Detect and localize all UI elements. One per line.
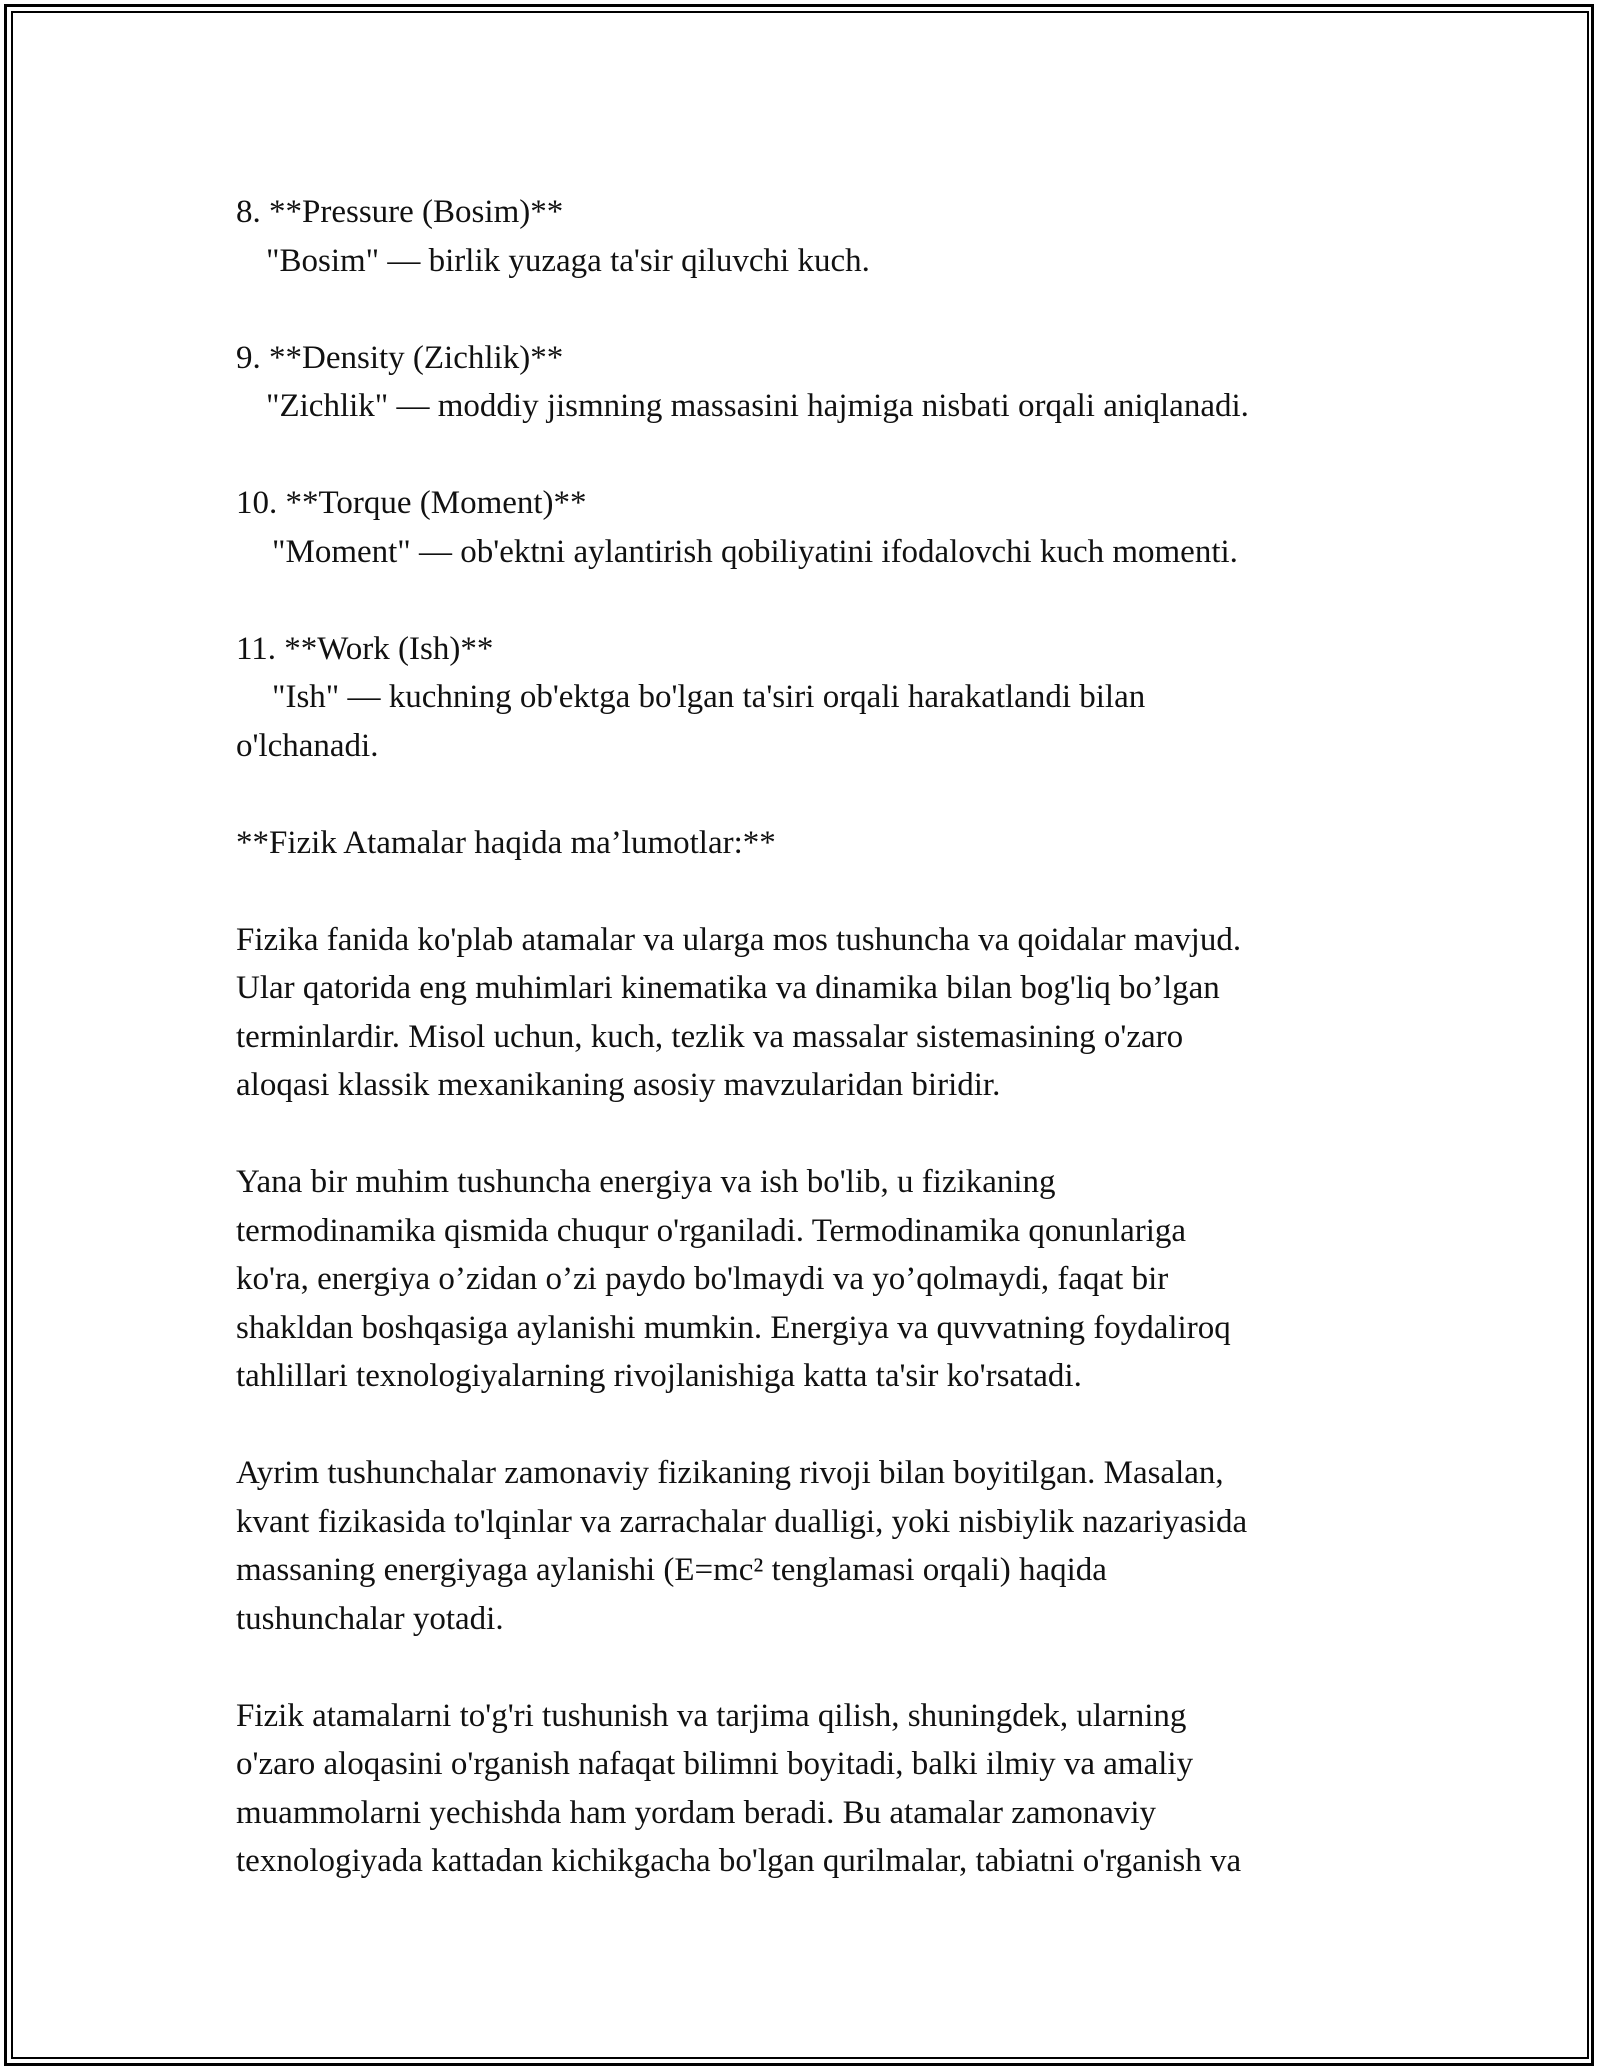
paragraph-line: Yana bir muhim tushuncha energiya va ish bo'lib, u fizikaning [236, 1164, 1056, 1200]
paragraph-line: terminlardir. Misol uchun, kuch, tezlik va massalar sistemasining o'zaro [236, 1018, 1184, 1055]
paragraph-1 [236, 916, 1416, 1110]
paragraph-line: kvant fizikasida to'lqinlar va zarrachalar dualligi, yoki nisbiylik nazariyasida [236, 1503, 1248, 1540]
term-item-work [236, 625, 1416, 771]
term-item-pressure [236, 188, 1416, 285]
term-definition: "Moment" — ob'ektni aylantirish qobiliyatini ifodalovchi kuch momenti. [272, 533, 1238, 570]
term-definition: "Ish" — kuchning ob'ektga bo'lgan ta'siri orqali harakatlandi bilan [272, 679, 1146, 715]
paragraph-line: termodinamika qismida chuqur o'rganiladi. Termodinamika qonunlariga [236, 1212, 1187, 1249]
paragraph-3 [236, 1449, 1416, 1643]
paragraph-4 [236, 1692, 1416, 1886]
paragraph-line: o'zaro aloqasini o'rganish nafaqat bilimni boyitadi, balki ilmiy va amaliy [236, 1746, 1194, 1782]
term-definition: "Zichlik" — moddiy jismning massasini hajmiga nisbati orqali aniqlanadi. [266, 388, 1249, 424]
term-definition: "Bosim" — birlik yuzaga ta'sir qiluvchi kuch. [266, 242, 870, 279]
term-definition-continuation: o'lchanadi. [236, 727, 379, 764]
section-heading [236, 819, 1416, 868]
section-heading-text: **Fizik Atamalar haqida ma’lumotlar:** [236, 824, 776, 861]
term-title: 11. **Work (Ish)** [236, 630, 494, 667]
paragraph-line: shakldan boshqasiga aylanishi mumkin. Energiya va quvvatning foydaliroq [236, 1309, 1231, 1346]
paragraph-line: muammolarni yechishda ham yordam beradi. Bu atamalar zamonaviy [236, 1794, 1157, 1831]
paragraph-line: Ular qatorida eng muhimlari kinematika va dinamika bilan bog'liq bo’lgan [236, 970, 1220, 1006]
term-title: 10. **Torque (Moment)** [236, 485, 587, 521]
paragraph-line: aloqasi klassik mexanikaning asosiy mavzularidan biridir. [236, 1067, 1001, 1103]
paragraph-line: tahlillari texnologiyalarning rivojlanishiga katta ta'sir ko'rsatadi. [236, 1358, 1082, 1394]
paragraph-line: massaning energiyaga aylanishi (E=mc² tenglamasi orqali) haqida [236, 1552, 1107, 1588]
paragraph-line: Fizik atamalarni to'g'ri tushunish va tarjima qilish, shuningdek, ularning [236, 1697, 1187, 1734]
paragraph-line: Ayrim tushunchalar zamonaviy fizikaning rivoji bilan boyitilgan. Masalan, [236, 1455, 1224, 1491]
paragraph-line: ko'ra, energiya o’zidan o’zi paydo bo'lmaydi va yo’qolmaydi, faqat bir [236, 1261, 1169, 1297]
term-title: 9. **Density (Zichlik)** [236, 339, 564, 376]
document-body [236, 188, 1416, 1934]
term-item-density [236, 334, 1416, 431]
paragraph-line: Fizika fanida ko'plab atamalar va ularga mos tushuncha va qoidalar mavjud. [236, 921, 1242, 958]
term-item-torque [236, 479, 1416, 576]
paragraph-line: texnologiyada kattadan kichikgacha bo'lgan qurilmalar, tabiatni o'rganish va [236, 1843, 1242, 1879]
term-title: 8. **Pressure (Bosim)** [236, 194, 564, 230]
paragraph-line: tushunchalar yotadi. [236, 1600, 504, 1637]
paragraph-2 [236, 1158, 1416, 1401]
